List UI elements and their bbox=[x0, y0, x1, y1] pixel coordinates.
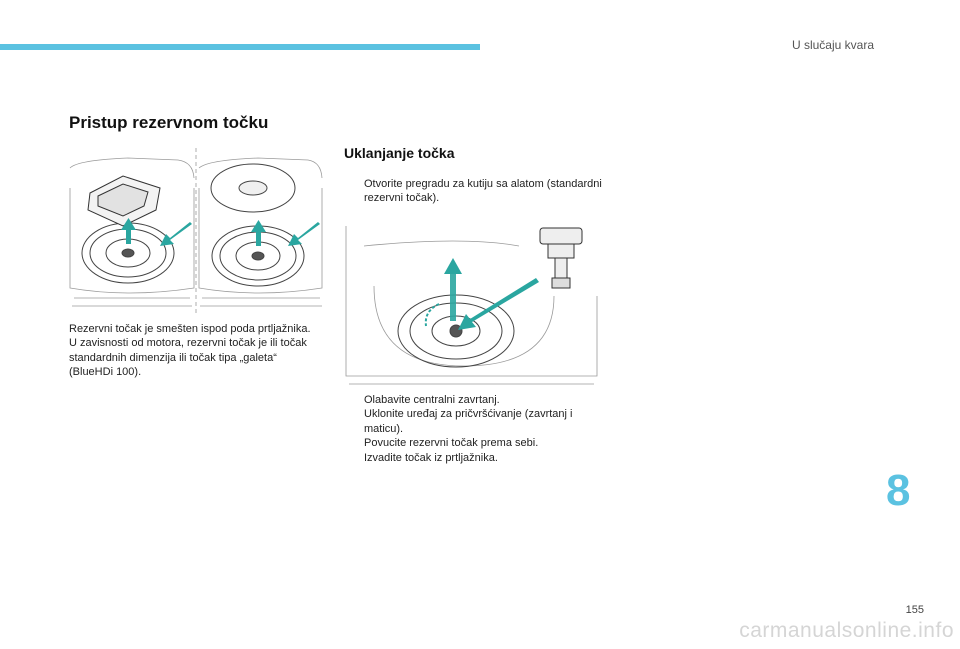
removal-title: Uklanjanje točka bbox=[344, 145, 455, 161]
list-item bbox=[344, 436, 604, 450]
fixing-bolt-icon bbox=[540, 228, 582, 288]
lift-arrow-icon bbox=[121, 218, 266, 246]
description-paragraph-2: U zavisnosti od motora, rezervni točak je ili točak standardnih dimenzija ili točak tipa „galeta“ (BlueHDi 100). bbox=[69, 337, 307, 379]
step-text: Olabavite centralni zavrtanj. bbox=[364, 394, 500, 406]
floor-cover bbox=[211, 164, 295, 212]
pointer-arrow-icon bbox=[160, 222, 320, 246]
step-text: Otvorite pregradu za kutiju sa alatom (standardni rezervni točak). bbox=[364, 178, 602, 205]
list-item bbox=[344, 451, 604, 465]
watermark: carmanualsonline.info bbox=[739, 619, 954, 642]
step-text: Uklonite uređaj za pričvršćivanje (zavrtanj i maticu). bbox=[364, 408, 573, 435]
page-number: 155 bbox=[905, 604, 924, 616]
rotate-arrow-icon bbox=[426, 304, 439, 326]
list-item bbox=[344, 177, 604, 206]
spare-wheel-access-illustration bbox=[68, 148, 323, 313]
description-paragraph-1: Rezervni točak je smešten ispod poda prtljažnika. bbox=[69, 323, 311, 335]
tool-box bbox=[88, 176, 160, 226]
step-text: Povucite rezervni točak prema sebi. bbox=[364, 437, 539, 450]
chapter-number: 8 bbox=[886, 466, 911, 515]
step-text: Izvadite točak iz prtljažnika. bbox=[364, 451, 498, 464]
list-item bbox=[344, 407, 604, 436]
removal-steps-intro bbox=[344, 177, 604, 206]
removal-steps bbox=[344, 393, 604, 465]
section-title: Pristup rezervnom točku bbox=[69, 113, 269, 132]
chapter-title: U slučaju kvara bbox=[791, 38, 874, 52]
spare-wheel-description bbox=[69, 322, 319, 380]
list-item bbox=[344, 393, 604, 407]
wheel-removal-illustration bbox=[344, 216, 599, 388]
header-accent-bar bbox=[0, 44, 480, 50]
lift-arrow-icon bbox=[444, 258, 462, 321]
